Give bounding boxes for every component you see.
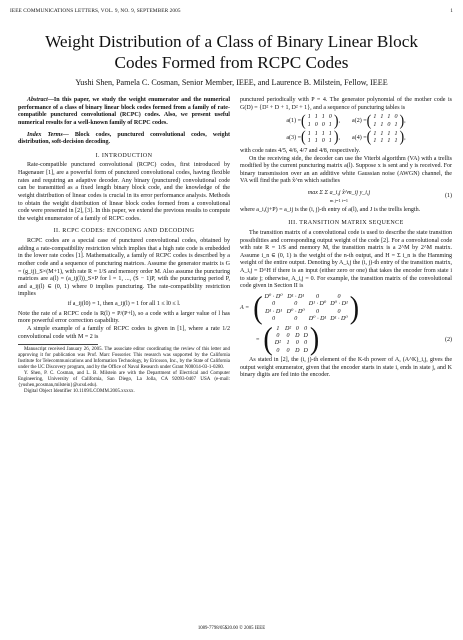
abstract	[18, 97, 230, 128]
footnote-affiliation: Y. Shen, P. C. Cosman, and L. B. Milstein are with the Department of Electrical and Computer Engineering, University of California, San Diego, La Jolla, CA 92093-0407 USA (e-mail: {yushen,pcosman,milstein}@ucsd.edu).	[18, 371, 230, 389]
puncturing-matrix: 1 1 1 0 1 1 0 1	[373, 114, 398, 128]
index-terms-text: — Block codes, punctured convolutional codes, weight distribution, soft-decision decoding.	[18, 131, 230, 146]
puncturing-table-label: a(4) =	[352, 134, 367, 141]
rcpc-paragraph-1: RCPC codes are a special case of punctured convolutional codes, obtained by adding a rate-compatibility restriction which implies that a high rate code is embedded in the lower rate codes [1]. Mathematically, a family of RCPC codes is described by a mother code and a sequence of puncturing matrices. Assume the generator matrix is G = (g_ij)_S×(M+1), with rate R = 1/S and memory order M. Also assume the puncturing matrices are a(l) = (a_ij(l))_S×P for l = 1, ..., (S − 1)P, with the puncturing period P, and a_ij(l) ∈ (0, 1) where 0 implies puncturing. The rate-compatibility restriction implies	[18, 238, 230, 298]
intro-paragraph: Rate-compatible punctured convolutional (RCPC) codes, first introduced by Hagenauer [1], are a powerful form of punctured convolutional codes, having flexible rates and requiring an adaptive decoder. Any binary (punctured) convolutional code can be transmitted as a fixed length binary block code, and the knowledge of the weight distribution of linear codes is crucial in its error performance analysis. Methods to obtain the weight distribution of linear block codes formed from a convolutional code were presented in [2], [3]. In this paper, we extend the previous results to compute the weight enumerator of a family of RCPC codes.	[18, 162, 231, 222]
code-rates-sentence: with code rates 4/5, 4/6, 4/7 and 4/8, respectively.	[240, 147, 361, 154]
matrix-a-equation: A = ( D⁰ · D⁰ D¹ · D¹ 0 0 0 0 D¹ · D⁰ D⁰ · D¹ D¹ · D¹ D⁰ · D⁰ 0 0 0 0 D⁰ · D¹ D¹ · D⁰ )	[240, 290, 360, 326]
footnote-doi: Digital Object Identifier 10.1109/LCOMM.2005.xxxxx.	[24, 389, 135, 395]
puncturing-table-2: a(2) = ( 1 1 1 0 1 1 0 1 ) ,	[352, 112, 406, 130]
index-terms	[18, 132, 230, 147]
decoding-paragraph: On the receiving side, the decoder can use the Viterbi algorithm (VA) with a trellis modified by the current puncturing matrix a(l). Suppose x is sent and y is received. For binary transmission over an an additive white Gaussian noise (AWGN) channel, the VA will find the path x̂^m which satisfies	[240, 155, 452, 185]
power-paragraph: As stated in [2], the (i, j)-th element of the K-th power of A, (A^K)_i,j, gives the output weight enumerator, given that the encoder starts in state i, ends in state j, and K binary digits are fed into the encoder.	[240, 357, 452, 379]
matrix-a-label: A =	[240, 304, 250, 311]
journal-header: IEEE COMMUNICATIONS LETTERS, VOL. 9, NO. 9, SEPTEMBER 2005	[10, 8, 181, 14]
puncturing-matrix: 1 1 1 1 1 1 0 1	[307, 131, 332, 145]
transition-paragraph: The transition matrix of a convolutional code is used to describe the state transition possibilities and corresponding output weight of the code [2]. For a convolutional code with rate R = 1/S and memory M, the transition matrix is a 2^M by 2^M matrix. Assume i_n ∈ (0, 1) is the weight of the n-th output, and H = Σ i_n is the Hamming weight of the entire output. Denoting by A_i,j the (i, j)-th entry of the transition matrix, A_i,j = D^H if there is an input (either zero or one) that takes the encoder from state i to state j; otherwise, A_i,j = 0. For example, the transition matrix of the convolutional code given in Section II is	[240, 229, 452, 290]
rcpc-paragraph-2: Note the rate of a RCPC code is R(l) = P/(P+l), so a code with a larger value of l has more powerful error correction capability.	[18, 310, 230, 325]
transition-matrix: D⁰ · D⁰ D¹ · D¹ 0 0 0 0 D¹ · D⁰ D⁰ · D¹ D¹ · D¹ D⁰ · D⁰ 0 0 0 0 D⁰ · D¹ D¹ · D⁰	[264, 293, 348, 323]
footnotes	[18, 347, 230, 395]
puncturing-table-3: a(3) = ( 1 1 1 1 1 1 0 1 ) ,	[286, 129, 340, 147]
matrix-a-equals: =	[256, 336, 260, 343]
author-line: Yushi Shen, Pamela C. Cosman, Senior Member, IEEE, and Laurence B. Milstein, Fellow, IEEE	[75, 78, 388, 87]
puncturing-matrix: 1 1 1 0 1 0 0 1	[307, 114, 332, 128]
puncturing-table-label: a(3) =	[286, 134, 302, 141]
page-number: 1	[450, 8, 453, 14]
section-heading-transition: III. TRANSITION MATRIX SEQUENCE	[288, 220, 404, 227]
footnote-manuscript: Manuscript received January 26, 2005. The associate editor coordinating the review of this letter and approving it for publication was Prof. Marc Fossorier. This research was supported by the California Institute for Telecommunications and Information Technology, by Ericsson, Inc., by the State of California under the UC Discovery program, and by the Office of Naval Research under Grant N00014-03-1-0280.	[18, 347, 230, 371]
equation-1	[240, 190, 452, 203]
rate-compatibility-condition: if a_ij(l0) = 1, then a_ij(l) = 1 for all 1 ≤ l0 ≤ l.	[67, 301, 181, 307]
abstract-text: —In this paper, we study the weight enumerator and the numerical performance of a class of binary linear block codes formed from a family of rate-compatible punctured convolutional (RCPC) codes. Also, we present useful numerical results for a well-known family of RCPC codes.	[18, 97, 230, 126]
puncturing-table-label: a(1) =	[286, 117, 302, 124]
equation-1-body: max Σ Σ a_i,j x̂^m_ij y_i,j	[307, 190, 371, 196]
puncturing-table-1: a(1) = ( 1 1 1 0 1 0 0 1 ) ,	[286, 112, 340, 130]
equation-2-number: (2)	[444, 336, 452, 343]
copyright-footer: 1089-7798/05$20.00 © 2005 IEEE	[197, 626, 266, 631]
section-heading-rcpc: II. RCPC CODES: ENCODING AND DECODING	[53, 228, 195, 235]
paper-title: Weight Distribution of a Class of Binary Linear Block Codes Formed from RCPC Codes	[45, 32, 418, 72]
equation-1-number: (1)	[444, 192, 452, 199]
rcpc-paragraph-3: A simple example of a family of RCPC codes is given in [1], where a rate 1/2 convolutional code with M = 2 is	[18, 325, 230, 340]
puncturing-matrix: 1 1 1 1 1 1 1 1	[373, 131, 398, 145]
simplified-transition-matrix: 1 D² 0 0 0 0 D D D² 1 0 0 0 0 D D	[274, 325, 308, 354]
right-column	[240, 97, 452, 380]
trellis-paragraph: where a_i,(j+P) = a_ij is the (i, j)-th entry of a(l), and J is the trellis length.	[240, 206, 421, 213]
generator-paragraph: punctured periodically with P = 4. The generator polynomial of the mother code is G(D) = {D² + D + 1, D² + 1}, and a sequence of puncturing tables is	[240, 97, 452, 111]
puncturing-tables-row-1	[240, 114, 452, 129]
section-heading-introduction: I. INTRODUCTION	[95, 152, 153, 159]
puncturing-table-4: a(4) = ( 1 1 1 1 1 1 1 1 ) ,	[352, 129, 406, 147]
footnote-rule	[18, 344, 98, 345]
equation-1-limits: m j=1 i=1	[329, 197, 349, 203]
puncturing-table-label: a(2) =	[352, 117, 367, 124]
left-column	[18, 97, 230, 395]
matrix-a-simplified-equation: = ( 1 D² 0 0 0 0 D D D² 1 0 0 0 0 D D ) (2)	[256, 321, 452, 358]
puncturing-tables-row-2	[240, 131, 452, 146]
running-header	[10, 6, 453, 16]
index-terms-label: Index Terms	[27, 131, 63, 138]
abstract-label: Abstract	[27, 97, 48, 103]
